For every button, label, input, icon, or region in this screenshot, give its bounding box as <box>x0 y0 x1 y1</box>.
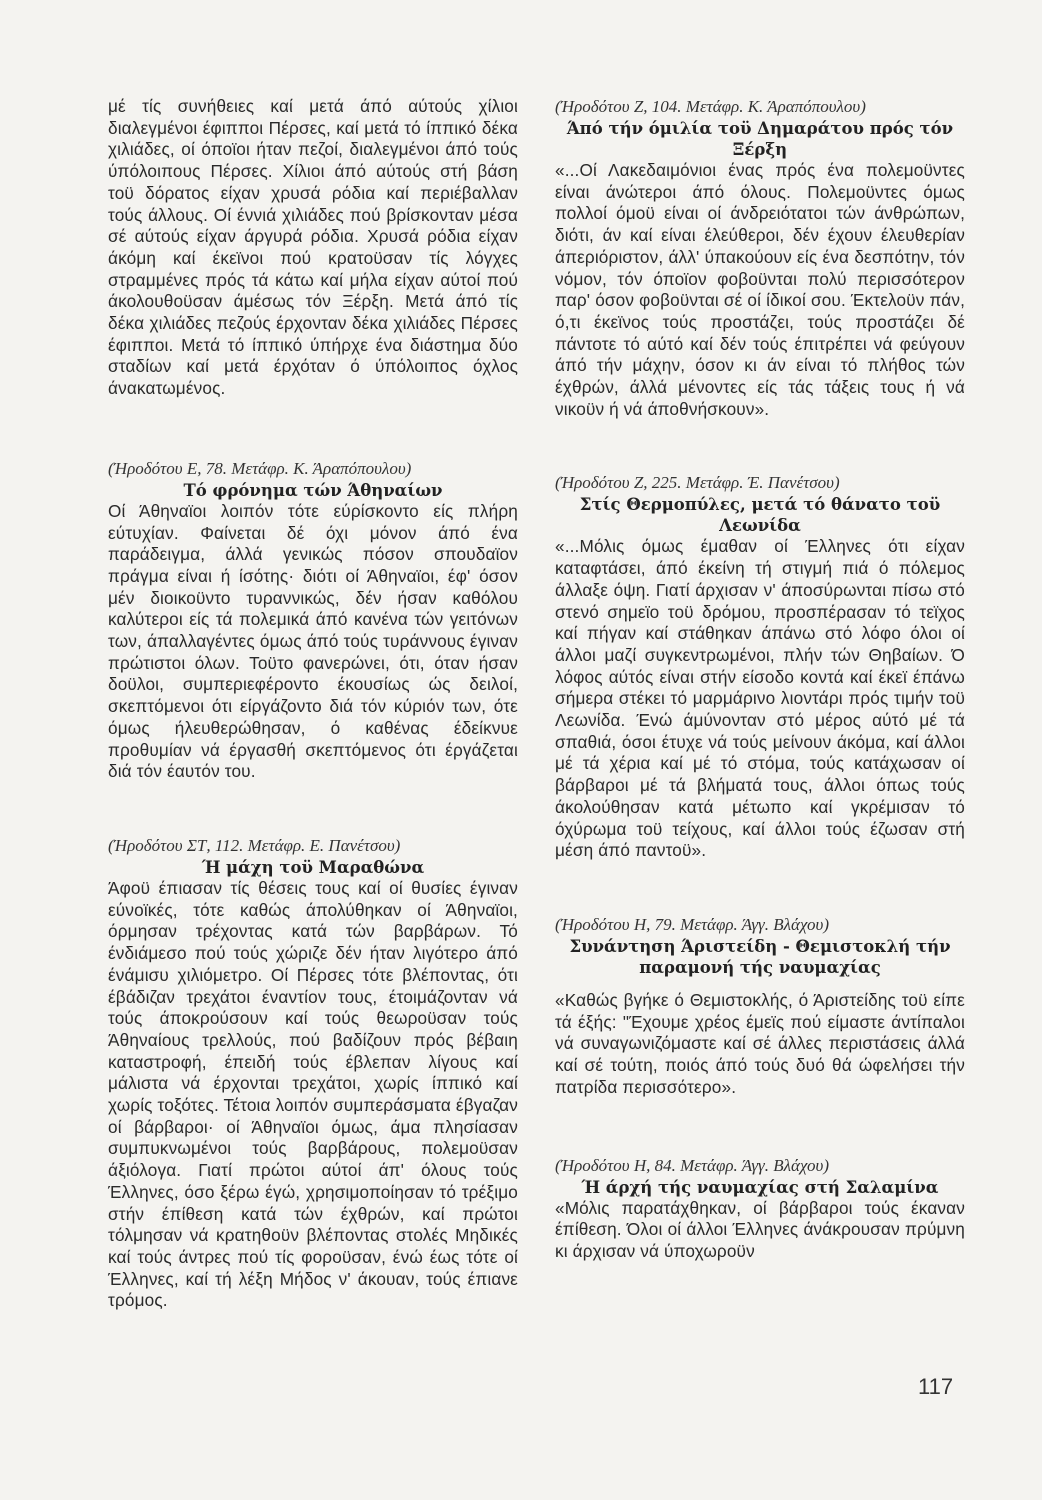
section-text: Άφοϋ έπιασαν τίς θέσεις τους καί οί θυσίες έγιναν εύνοϊκές, τότε καθώς άπολύθηκαν οί Άθηναϊοι, όρμησαν τρέχοντας κατά τών βαρβάρων. Τό ένδιάμεσο πού τούς χώριζε δέν ήταν λιγότερο άπό ένάμισυ χιλιόμετρο. Οί Πέρσες τότε βλέποντας, ότι έβάδιζαν τρεχάτοι έναντίον τους, έτοιμάζονταν νά τούς άποκρούσουν καί τούς θεωροϋσαν τούς Άθηναίους τρελλούς, πού βαδίζουν πρός βέβαιη καταστροφή, έπειδή τούς έβλεπαν λίγους καί μάλιστα νά έρχονται τρεχάτοι, χωρίς ίππικό καί χωρίς τοξότες. Τέτοια λοιπόν συμπεράσματα έβγαζαν οί βάρβαροι· οί Άθηναϊοι όμως, άμα πλησίασαν συμπυκνωμένοι τούς βαρβάρους, πολεμοϋσαν άξιόλογα. Γιατί πρώτοι αύτοί άπ' όλους τούς Έλληνες, όσο ξέρω έγώ, χρησιμοποίησαν τό τρέξιμο στήν έπίθεση κατά τών έχθρών, καί πρώτοι τόλμησαν νά κρατηθοϋν βλέποντας στολές Μηδικές καί τούς άντρες πού τίς φοροϋσαν, ένώ έως τότε οί Έλληνες, καί τή λέξη Μήδος ν' άκουαν, τούς έπιανε τρόμος. <box>108 877 518 1311</box>
section-title: Ή άρχή τής ναυμαχίας στή Σαλαμίνα <box>581 1177 939 1197</box>
section-source: (Ήροδότου ΣΤ, 112. Μετάφρ. Ε. Πανέτσου) <box>108 835 401 855</box>
section-source: (Ήροδότου Ζ, 104. Μετάφρ. Κ. Άραπόπουλου) <box>555 97 866 116</box>
page-number: 117 <box>918 1374 954 1399</box>
section-text: «...Οί Λακεδαιμόνιοι ένας πρός ένα πολεμοϋντες είναι άνώτεροι άπό όλους. Πολεμοϋντες όμως πολλοί όμοϋ είναι οί άνδρειότατοι τών άνθρώπων, διότι, άν καί είναι έλεύθεροι, δέν έχουν έλευθερίαν άπεριόριστον, άλλ' ύπακούουν είς ένα δεσπότην, τόν νόμον, τόν όποϊον φοβοϋνται πολύ περισσότερον παρ' όσον φοβοϋνται σέ οί ίδικοί σου. Έκτελοϋν πάν, ό,τι έκεϊνος τούς προστάζει, τούς προστάζει δέ πάντοτε τό αύτό καί δέν τούς έπιτρέπει νά φεύγουν άπό τήν μάχην, όσον κι άν είναι τό πλήθος τών έχθρών, άλλά μένοντες είς τάς τάξεις τους ή νά νικοϋν ή νά άποθνήσκουν». <box>555 160 965 419</box>
section-salamis-start <box>555 1155 965 1263</box>
section-source: (Ήροδότου Ε, 78. Μετάφρ. Κ. Άραπόπουλου) <box>108 458 412 478</box>
intro-paragraph: μέ τίς συνήθειες καί μετά άπό αύτούς χίλιοι διαλεγμένοι έφιπποι Πέρσες, καί μετά τό ίππικό δέκα χιλιάδες, οί όποϊοι ήταν πεζοί, διαλεγμένοι άπό τούς ύπόλοιπους Πέρσες. Χίλιοι άπό αύτούς στή βάση τοϋ δόρατος είχαν χρυσά ρόδια καί περιέβαλλαν τούς άλλους. Οί έννιά χιλιάδες πού βρίσκονταν μέσα σέ αύτούς είχαν άργυρά ρόδια. Χρυσά ρόδια είχαν άκόμη καί έκεϊνοι πού κρατοϋσαν τίς λόγχες στραμμένες πρός τά κάτω καί μήλα είχαν αύτοί πού άκολουθοϋσαν άμέσως τόν Ξέρξη. Μετά άπό τίς δέκα χιλιάδες πεζούς έρχονταν δέκα χιλιάδες Πέρσες έφιπποι. Μετά τό ίππικό ύπήρχε ένα διάστημα δύο σταδίων καί μετά έρχόταν ό ύπόλοιπος όχλος άνακατωμένος. <box>108 96 518 399</box>
section-source: (Ήροδότου Η, 84. Μετάφρ. Άγγ. Βλάχου) <box>555 1155 830 1175</box>
section-thermopylae <box>555 472 965 862</box>
section-title: Συνάντηση Άριστείδη - Θεμιστοκλή τήν παραμονή τής ναυμαχίας <box>569 936 951 977</box>
section-text: «...Μόλις όμως έμαθαν οί Έλληνες ότι είχαν καταφτάσει, άπό έκείνη τή στιγμή πιά ό πόλεμος άλλαξε όψη. Γιατί άρχισαν ν' άποσύρωνται πίσω στό στενό σημεϊο τοϋ δρόμου, προσπέρασαν τό τεϊχος καί πήγαν καί στάθηκαν άπάνω στό λόφο όλοι οί άλλοι μαζί συγκεντρωμένοι, πλήν τών Θηβαίων. Ό λόφος αύτός είναι στήν είσοδο κοντά καί έκεϊ έπάνω σήμερα στέκει τό μαρμάρινο λιοντάρι πρός τιμήν τοϋ Λεωνίδα. Ένώ άμύνονταν στό μέρος αύτό μέ τά σπαθιά, όσοι έτυχε νά τούς μείνουν άκόμα, καί άλλοι μέ τά χέρια καί μέ τό στόμα, τούς κατάχωσαν οί βάρβαροι μέ τά βλήματά τους, άλλοι όπως τούς άκολούθησαν κατά μέτωπο καί γκρέμισαν τό όχύρωμα τοϋ τείχους, καί άλλοι τούς έζωσαν στή μέση άπό παντοϋ». <box>555 536 965 861</box>
section-aristides-themistocles <box>555 914 965 1099</box>
section-text: «Καθώς βγήκε ό Θεμιστοκλής, ό Άριστείδης τοϋ είπε τά έξής: "Έχουμε χρέος έμεϊς πού είμαστε άντίπαλοι νά συναγωνιζόμαστε καί σέ άλλες περιστάσεις άλλά καί σέ τούτη, ποιός άπό τούς δυό θά ώφελήσει τήν πατρίδα περισσότερο». <box>555 989 965 1097</box>
section-source: (Ήροδότου Η, 79. Μετάφρ. Άγγ. Βλάχου) <box>555 914 830 934</box>
section-title: Ή μάχη τοϋ Μαραθώνα <box>201 857 425 877</box>
section-title: Τό φρόνημα τών Άθηναίων <box>183 480 443 500</box>
right-column <box>555 96 965 1263</box>
left-column <box>108 96 518 1312</box>
section-title: Στίς Θερμοπύλες, μετά τό θάνατο τοϋ Λεωνίδα <box>579 495 941 536</box>
section-athenian-spirit <box>108 458 518 783</box>
section-demaratus-speech <box>555 96 965 420</box>
section-source: (Ήροδότου Ζ, 225. Μετάφρ. Έ. Πανέτσου) <box>555 473 840 493</box>
section-title: Άπό τήν όμιλία τοϋ Δημαράτου πρός τόν Ξέρξη <box>566 119 954 159</box>
section-text: «Μόλις παρατάχθηκαν, οί βάρβαροι τούς έκαναν έπίθεση. Όλοι οί άλλοι Έλληνες άνάκρουσαν πρύμνη κι άρχισαν νά ύποχωροϋν <box>555 1197 965 1261</box>
section-battle-of-marathon <box>108 835 518 1312</box>
section-text: Οί Άθηναϊοι λοιπόν τότε εύρίσκοντο είς πλήρη εύτυχίαν. Φαίνεται δέ όχι μόνον άπό ένα παράδειγμα, άλλά γενικώς πόσον σπουδαϊον πράγμα είναι ή ίσότης· διότι οί Άθηναϊοι, έφ' όσον μέν διοικοϋντο τυραννικώς, δέν ήσαν καθόλου καλύτεροι είς τά πολεμικά άπό κανένα τών γειτόνων των, άπαλλαγέντες όμως άπό τούς τυράννους έγιναν πρώτιστοι όλων. Τοϋτο φανερώνει, ότι, όταν ήσαν δοϋλοι, συμπεριεφέροντο έκουσίως ώς δειλοί, σκεπτόμενοι ότι είργάζοντο διά τόν κύριόν των, ότε όμως ήλευθερώθησαν, ό καθένας έδείκνυε προθυμίαν νά έργασθή σκεπτόμενος ότι έργάζεται διά τόν έαυτόν του. <box>108 500 518 782</box>
